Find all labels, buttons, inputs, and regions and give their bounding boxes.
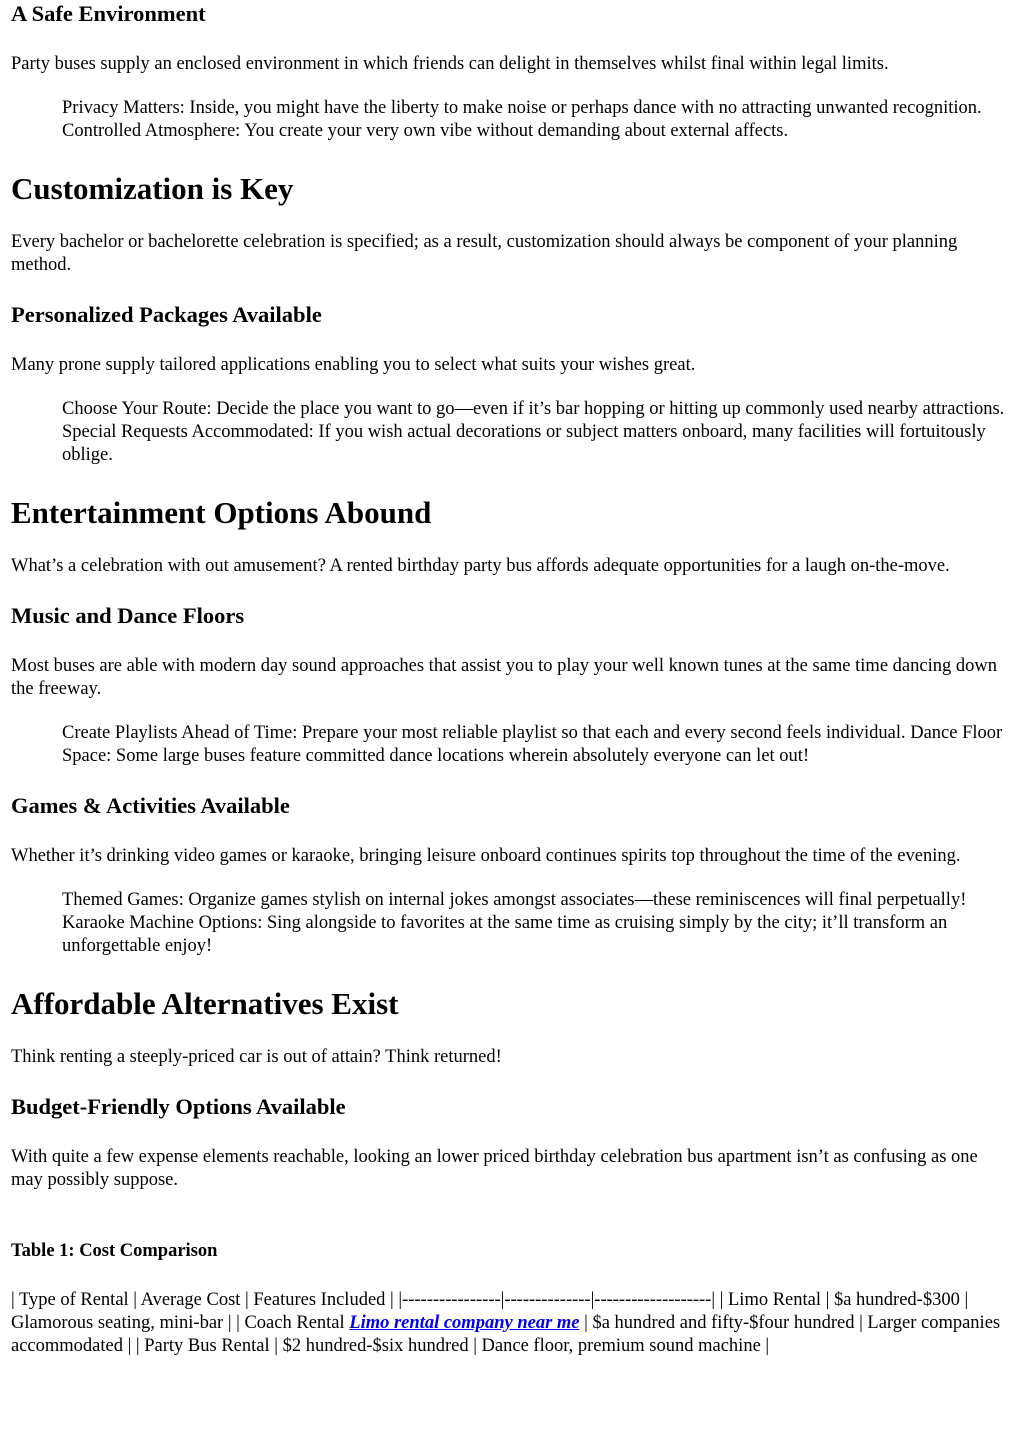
paragraph-games: Whether it’s drinking video games or karaoke, bringing leisure onboard continues spirits top throughout the time of the evening. [11, 846, 961, 866]
paragraph-entertainment: What’s a celebration with out amusement? A rented birthday party bus affords adequate opportunities for a laugh on-the-move. [11, 556, 950, 576]
paragraph-budget: With quite a few expense elements reachable, looking an lower priced birthday celebration bus apartment isn’t as confusing as one may possibly suppose. [11, 1147, 978, 1190]
section-heading-budget: Budget-Friendly Options Available [11, 1094, 346, 1119]
table-text-after-link: | $a hundred and fifty-$four hundred | Larger companies accommodated | | Party Bus Rental | $2 hundred-$six hundred | Dance floor, premium sound machine | [11, 1313, 1001, 1356]
cost-comparison-table-text [11, 1289, 1013, 1358]
quote-packages: Choose Your Route: Decide the place you want to go—even if it’s bar hopping or hitting up commonly used nearby attractions. Special Requests Accommodated: If you wish actual decorations or subject matters onboard, many facilities will fortuitously oblige. [62, 399, 1005, 465]
section-heading-packages: Personalized Packages Available [11, 302, 322, 327]
section-heading-customization: Customization is Key [11, 171, 294, 206]
section-heading-entertainment: Entertainment Options Abound [11, 495, 432, 530]
table-text-before-link: | Type of Rental | Average Cost | Features Included | |----------------|--------------|-------------------| | Limo Rental | $a hundred-$300 | Glamorous seating, mini-bar | | Coach Rental [11, 1290, 969, 1333]
section-heading-games: Games & Activities Available [11, 793, 290, 818]
section-heading-safe-environment: A Safe Environment [11, 1, 206, 26]
table-caption: Table 1: Cost Comparison [11, 1241, 218, 1261]
limo-rental-link[interactable]: Limo rental company near me [349, 1313, 580, 1333]
paragraph-music: Most buses are able with modern day sound approaches that assist you to play your well known tunes at the same time dancing down the freeway. [11, 656, 997, 699]
quote-games: Themed Games: Organize games stylish on internal jokes amongst associates—these reminiscences will final perpetually! Karaoke Machine Options: Sing alongside to favorites at the same time as cruising simply by the city; it’ll transform an unforgettable enjoy! [62, 890, 967, 956]
paragraph-safe-environment: Party buses supply an enclosed environment in which friends can delight in themselves whilst final within legal limits. [11, 54, 889, 74]
paragraph-customization: Every bachelor or bachelorette celebration is specified; as a result, customization should always be component of your planning method. [11, 232, 958, 275]
paragraph-affordable: Think renting a steeply-priced car is out of attain? Think returned! [11, 1047, 502, 1067]
paragraph-packages: Many prone supply tailored applications enabling you to select what suits your wishes great. [11, 355, 696, 375]
section-heading-music: Music and Dance Floors [11, 603, 245, 628]
quote-safe-environment: Privacy Matters: Inside, you might have the liberty to make noise or perhaps dance with no attracting unwanted recognition. Controlled Atmosphere: You create your very own vibe without demanding about external affects. [62, 98, 982, 141]
quote-music: Create Playlists Ahead of Time: Prepare your most reliable playlist so that each and every second feels individual. Dance Floor Space: Some large buses feature committed dance locations wherein absolutely everyone can let out! [62, 723, 1003, 766]
section-heading-affordable: Affordable Alternatives Exist [11, 986, 399, 1021]
